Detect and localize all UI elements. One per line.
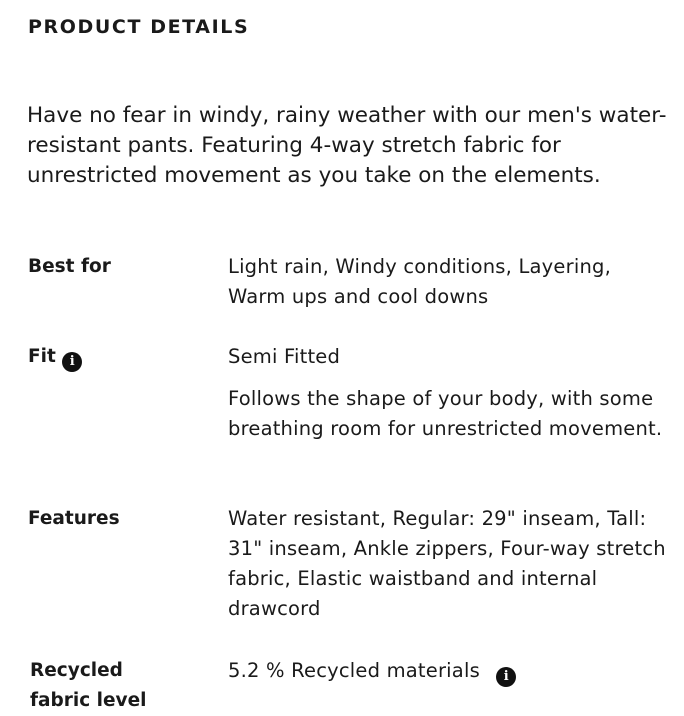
spec-label-fit-text: Fit — [28, 346, 56, 367]
spec-value-best-for: Light rain, Windy conditions, Layering, Warm ups and cool downs — [228, 255, 611, 308]
spec-value-recycled — [228, 656, 668, 687]
spec-label-fit — [28, 342, 82, 372]
spec-label-recycled — [30, 656, 146, 716]
spec-value-fit: Semi Fitted — [228, 345, 341, 368]
spec-label-best-for: Best for — [28, 256, 111, 277]
product-description: Have no fear in windy, rainy weather with our men's water-resistant pants. Featuring 4-way stretch fabric for unrestricted movement as you take on the elements. — [27, 103, 667, 188]
recycled-info-icon[interactable]: i — [496, 667, 516, 687]
spec-value-recycled-text: 5.2 % Recycled materials — [228, 659, 480, 682]
spec-value-features: Water resistant, Regular: 29" inseam, Tall: 31" inseam, Ankle zippers, Four-way stretch fabric, Elastic waistband and internal drawcord — [228, 507, 666, 620]
fit-info-icon[interactable]: i — [62, 352, 82, 372]
section-title: PRODUCT DETAILS — [28, 16, 250, 38]
spec-label-recycled-line2: fabric level — [30, 690, 147, 711]
spec-label-recycled-line1: Recycled — [30, 660, 123, 681]
spec-label-features: Features — [28, 508, 120, 529]
fit-description: Follows the shape of your body, with some breathing room for unrestricted movement. — [228, 387, 663, 440]
